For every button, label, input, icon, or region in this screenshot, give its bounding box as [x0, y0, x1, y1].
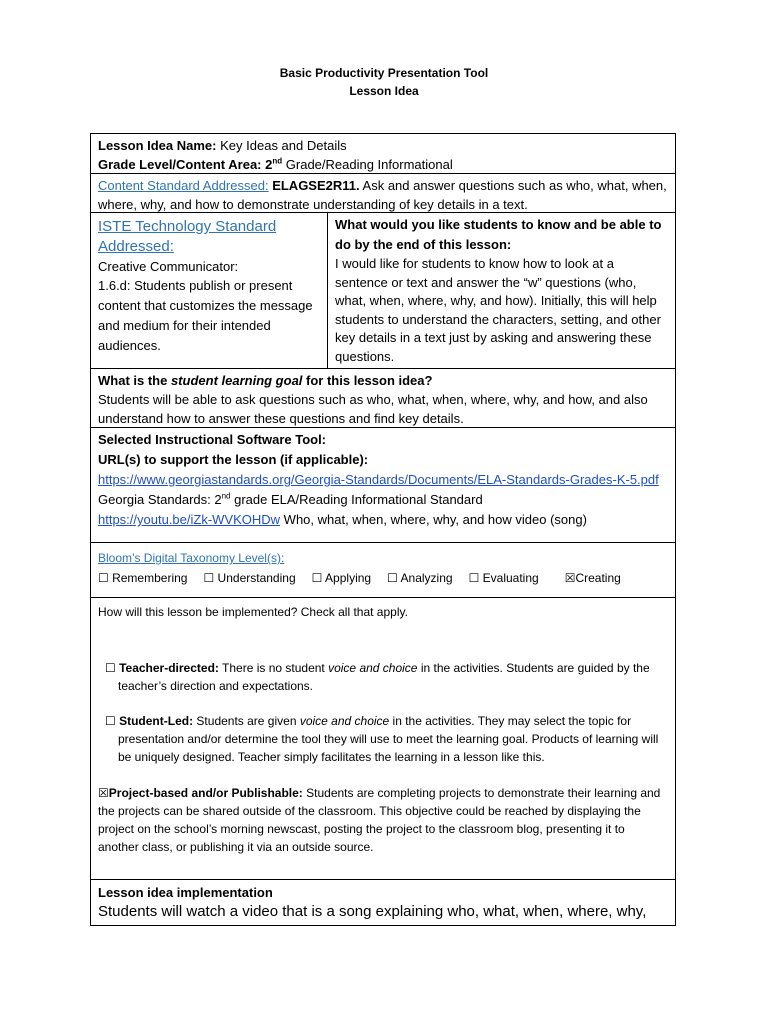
lesson-name-label: Lesson Idea Name: [98, 138, 217, 153]
implementation-question: How will this lesson be implemented? Check all that apply. [98, 605, 408, 619]
bloom-evaluating-checkbox[interactable]: ☐ Evaluating [468, 571, 539, 585]
know-cell [328, 213, 675, 368]
standards-link[interactable]: https://www.georgiastandards.org/Georgia-Standards/Documents/ELA-Standards-Grades-K-5.pdf [98, 472, 659, 487]
content-standard-label[interactable]: Content Standard Addressed: [98, 178, 269, 193]
bloom-options [98, 569, 668, 588]
grade-number: 2 [265, 157, 273, 172]
bloom-applying-checkbox[interactable]: ☐ Applying [311, 571, 372, 585]
student-led-text-b: in the activities. They may select the topic for presentation and/or determine the tool they will use to meet the learning goal. Products of learning will be uniquely designed. Teacher simply facilitates the learning in a lesson like this. [118, 714, 659, 764]
standards-link-sup: nd [221, 491, 231, 501]
project-based-checkbox[interactable]: ☒ [98, 786, 109, 800]
software-row [91, 428, 675, 543]
student-led-italic: voice and choice [299, 714, 390, 728]
iste-line2: 1.6.d: Students publish or present content that customizes the message and medium for their intended audiences. [98, 278, 313, 353]
bloom-understanding-checkbox[interactable]: ☐ Understanding [203, 571, 296, 585]
teacher-directed-italic: voice and choice [328, 661, 418, 675]
idea-label: Lesson idea implementation [98, 885, 273, 900]
url-label: URL(s) to support the lesson (if applicable): [98, 452, 369, 467]
bloom-analyzing-checkbox[interactable]: ☐ Analyzing [387, 571, 453, 585]
goal-italic: student learning goal [170, 373, 303, 388]
grade-value: Grade/Reading Informational [285, 157, 453, 172]
teacher-directed-option [98, 659, 668, 695]
goal-text: Students will be able to ask questions such as who, what, when, where, why, and how, and also understand how to answer these questions and find key details. [98, 392, 648, 426]
iste-line1: Creative Communicator: [98, 259, 239, 274]
teacher-directed-label: Teacher-directed: [119, 661, 219, 675]
idea-text: Students will watch a video that is a song explaining who, what, when, where, why, [98, 903, 647, 920]
content-standard-code: ELAGSE2R11. [272, 178, 360, 193]
student-led-option [98, 712, 668, 766]
iste-heading[interactable]: ISTE Technology Standard Addressed: [98, 218, 277, 255]
grade-sup: nd [272, 156, 283, 166]
project-based-text: Students are completing projects to demonstrate their learning and the projects can be shared outside of the classroom. This objective could be reached by displaying the project on the school’s morning newscast, posting the project to the classroom blog, presenting it to another class, or publishing it via an outside source. [98, 786, 661, 854]
standards-link-desc-a: Georgia Standards: 2 [98, 492, 222, 507]
video-link[interactable]: https://youtu.be/iZk-WVKOHDw [98, 512, 281, 527]
learning-goal-row [91, 369, 675, 428]
bloom-row [91, 543, 675, 598]
goal-suffix: for this lesson idea? [302, 373, 433, 388]
software-label: Selected Instructional Software Tool: [98, 432, 327, 447]
document-subtitle: Lesson Idea [349, 84, 419, 98]
lesson-table [90, 133, 676, 926]
iste-know-row [91, 213, 675, 369]
grade-label: Grade Level/Content Area: [98, 157, 262, 172]
bloom-remembering-checkbox[interactable]: ☐ Remembering [98, 571, 188, 585]
bloom-label[interactable]: Bloom’s Digital Taxonomy Level(s): [98, 551, 285, 565]
idea-implementation-row [91, 880, 675, 925]
know-answer: I would like for students to know how to look at a sentence or text and answer the “w” questions (who, what, when, where, why, and how). Initially, this will help students to understand the characters, setting, and other key details in a text just by asking and answering these questions. [335, 256, 661, 364]
video-link-desc: Who, what, when, where, why, and how video (song) [280, 512, 587, 527]
teacher-directed-text-a: There is no student [218, 661, 329, 675]
know-question: What would you like students to know and be able to do by the end of this lesson: [335, 217, 662, 252]
lesson-name-value: Key Ideas and Details [220, 138, 347, 153]
goal-prefix: What is the [98, 373, 171, 388]
project-based-label: Project-based and/or Publishable: [108, 786, 303, 800]
teacher-directed-checkbox[interactable]: ☐ [105, 661, 120, 675]
implementation-row [91, 598, 675, 880]
student-led-text-a: Students are given [193, 714, 300, 728]
project-based-option [98, 784, 668, 856]
lesson-name-row [91, 134, 675, 174]
student-led-checkbox[interactable]: ☐ [105, 714, 120, 728]
iste-cell [91, 213, 328, 368]
document-title: Basic Productivity Presentation Tool [279, 66, 489, 80]
content-standard-text: Ask and answer questions such as who, what, when, where, why, and how to demonstrate understanding of key details in a text. [98, 178, 667, 212]
teacher-directed-text-b: in the activities. Students are guided by the teacher’s direction and expectations. [118, 661, 650, 693]
student-led-label: Student-Led: [119, 714, 194, 728]
bloom-creating-checkbox[interactable]: ☒Creating [564, 571, 621, 585]
standards-link-desc-b: grade ELA/Reading Informational Standard [230, 492, 483, 507]
content-standard-row [91, 174, 675, 213]
